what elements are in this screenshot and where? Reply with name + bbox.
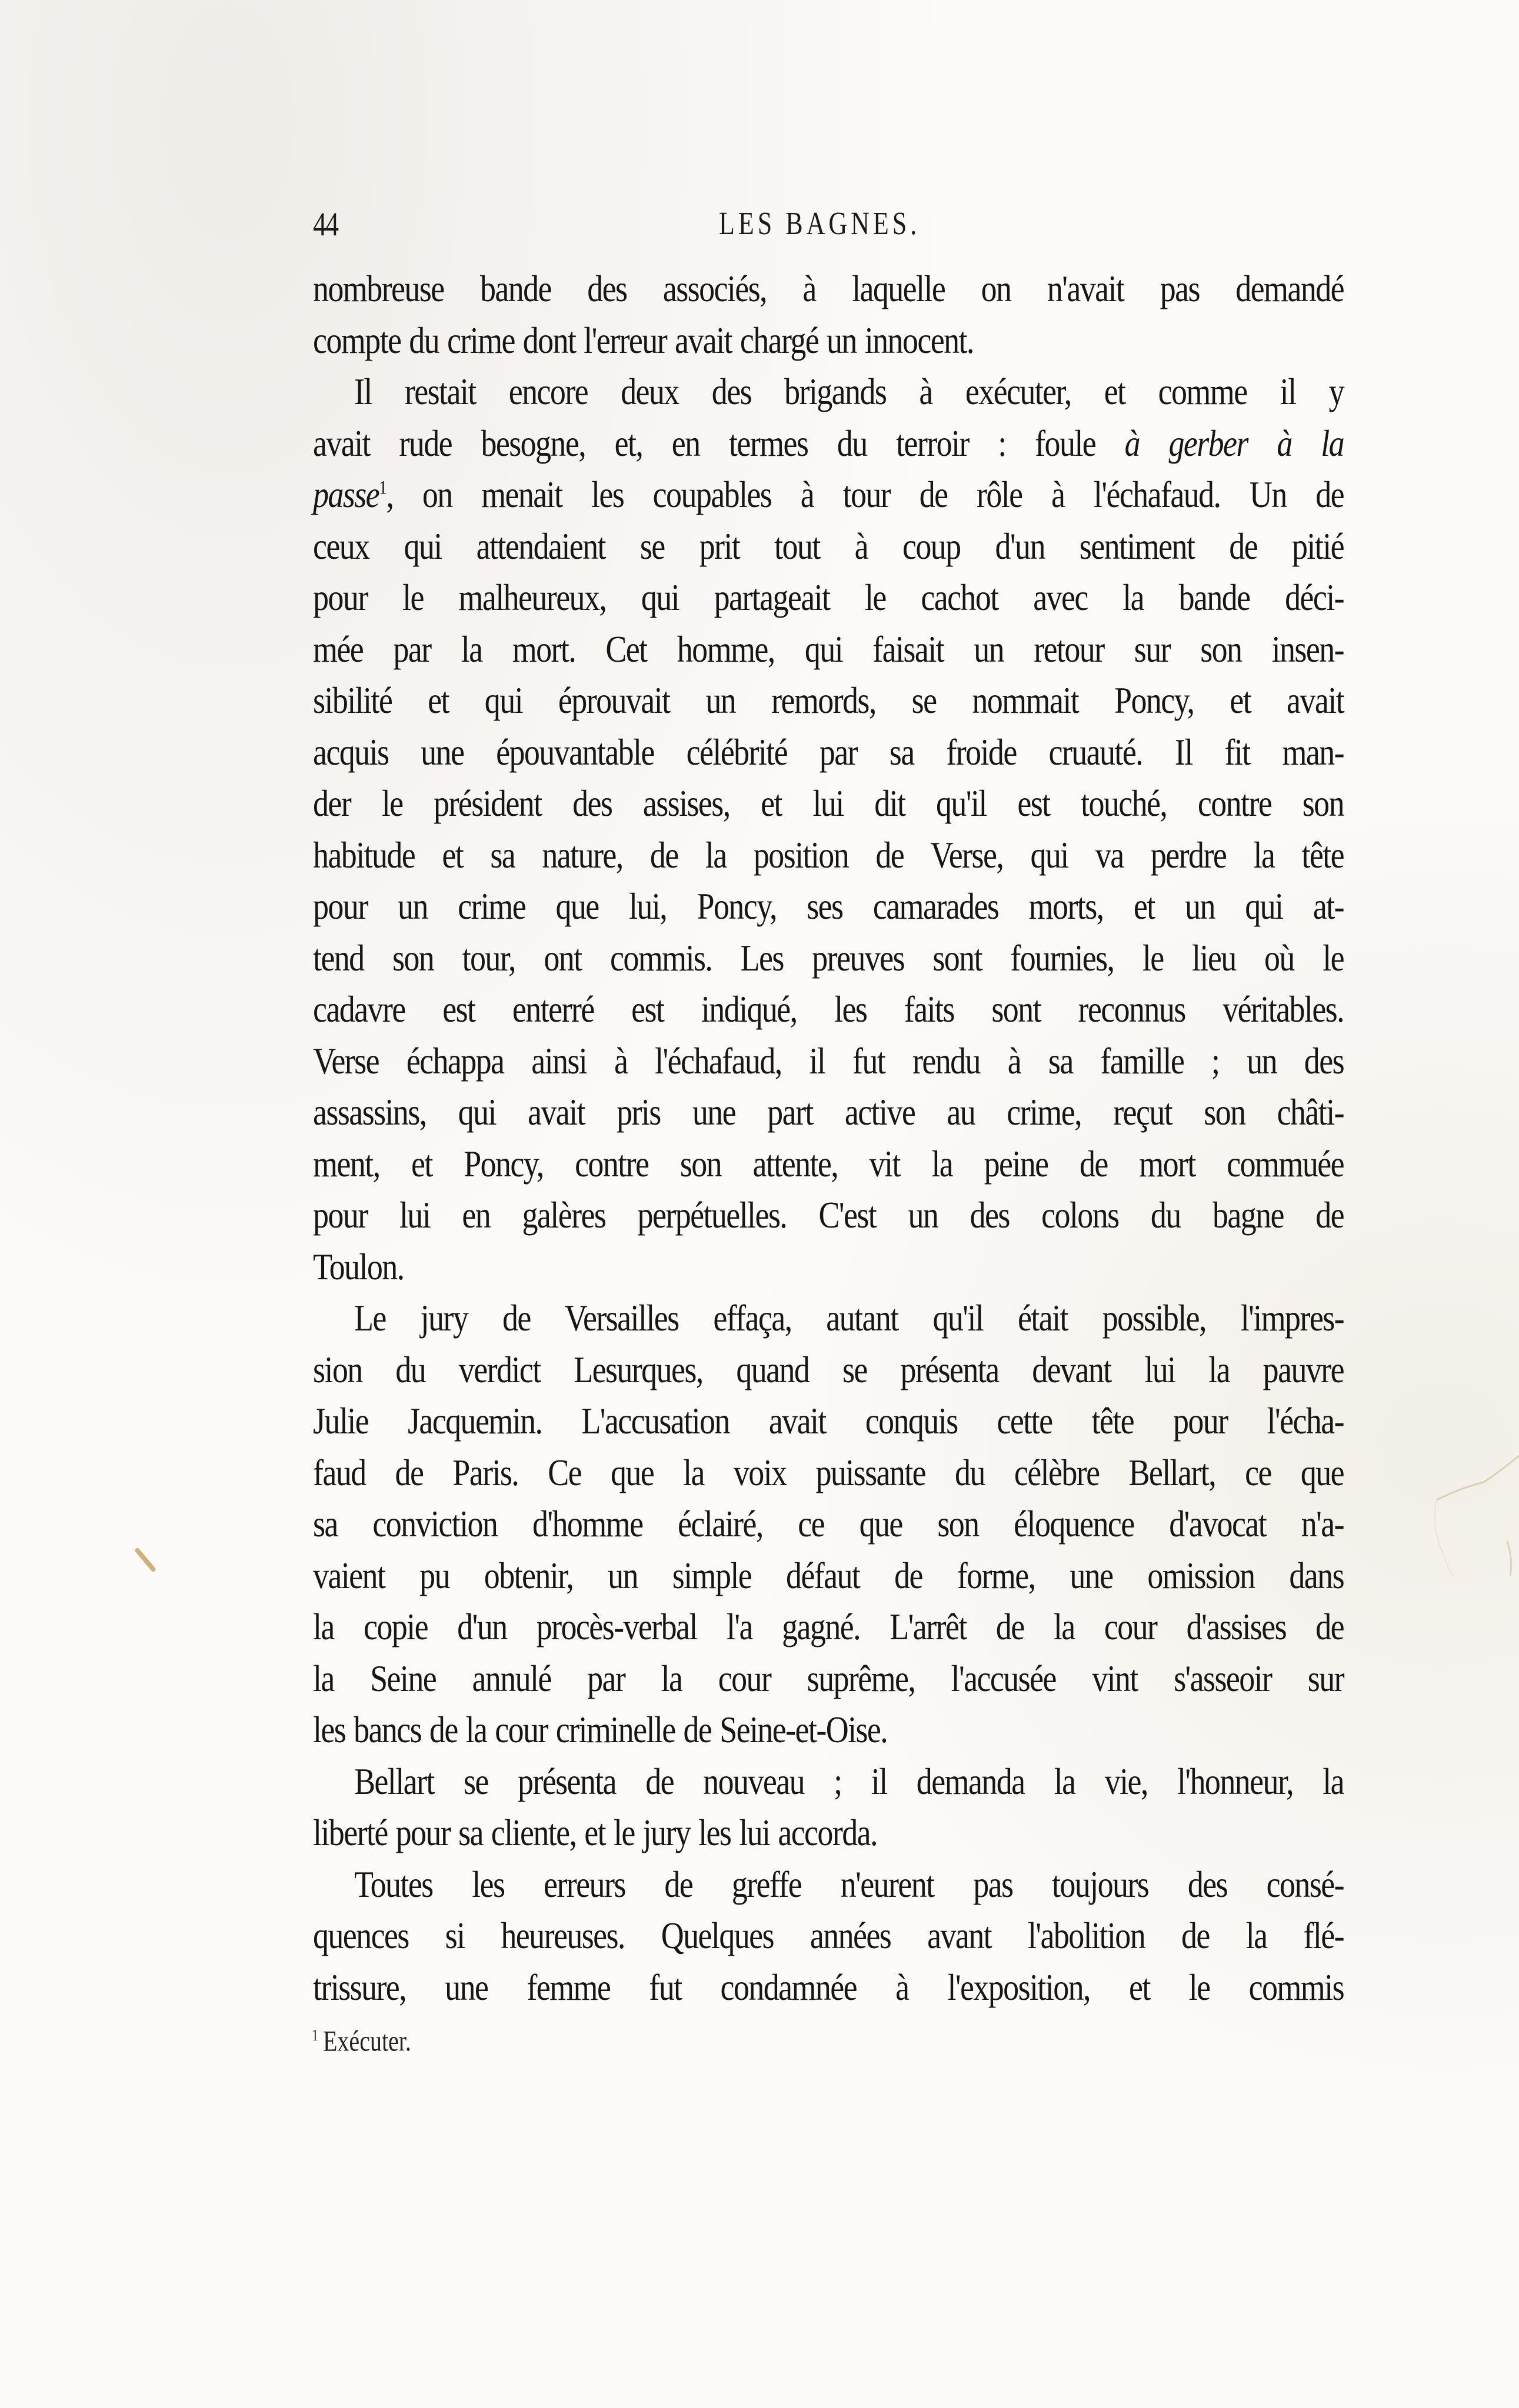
italic-phrase: passe xyxy=(313,473,379,516)
text-line: liberté pour sa cliente, et le jury les lui accorda. xyxy=(313,1812,877,1854)
text-line: Julie Jacquemin. L'accusation avait conquis cette tête pour l'écha- xyxy=(313,1400,1344,1442)
paper-crease-mark xyxy=(1390,1400,1519,1576)
paragraph-start-line: Le jury de Versailles effaça, autant qu'il était possible, l'impres- xyxy=(354,1297,1344,1339)
text-line: vaient pu obtenir, un simple défaut de forme, une omission dans xyxy=(313,1554,1344,1596)
page-number: 44 xyxy=(313,205,338,243)
text-line: pour lui en galères perpétuelles. C'est un des colons du bagne de xyxy=(313,1194,1344,1236)
text-line: sibilité et qui éprouvait un remords, se nommait Poncy, et avait xyxy=(313,679,1344,722)
text-segment: avait rude besogne, et, en termes du terroir : foule xyxy=(313,422,1125,464)
text-line: la Seine annulé par la cour suprême, l'accusée vint s'asseoir sur xyxy=(313,1657,1344,1699)
text-line: Toulon. xyxy=(313,1245,404,1288)
paragraph-start-line: Bellart se présenta de nouveau ; il demanda la vie, l'honneur, la xyxy=(354,1760,1344,1802)
paper-stain-mark xyxy=(134,1547,156,1572)
footnote xyxy=(312,2023,411,2058)
footnote-text: Exécuter. xyxy=(323,2024,411,2057)
text-line: habitude et sa nature, de la position de Verse, qui va perdre la tête xyxy=(313,833,1344,876)
text-line: cadavre est enterré est indiqué, les faits sont reconnus véritables. xyxy=(313,988,1344,1030)
paragraph-start-line: Toutes les erreurs de greffe n'eurent pas toujours des consé- xyxy=(354,1863,1344,1905)
footnote-marker: 1 xyxy=(312,2025,318,2044)
text-line: ment, et Poncy, contre son attente, vit la peine de mort commuée xyxy=(313,1142,1344,1185)
text-line: compte du crime dont l'erreur avait chargé un innocent. xyxy=(313,319,974,361)
text-line: sion du verdict Lesurques, quand se présenta devant lui la pauvre xyxy=(313,1348,1344,1390)
paragraph-start-line: Il restait encore deux des brigands à exécuter, et comme il y xyxy=(354,371,1344,413)
italic-phrase: à gerber à la xyxy=(1124,422,1344,464)
body-text xyxy=(313,259,1344,2009)
footnote-reference[interactable]: 1 xyxy=(379,477,387,499)
text-line: ceux qui attendaient se prit tout à coup d'un sentiment de pitié xyxy=(313,525,1344,567)
text-line: la copie d'un procès-verbal l'a gagné. L'arrêt de la cour d'assises de xyxy=(313,1606,1344,1648)
text-line: tend son tour, ont commis. Les preuves sont fournies, le lieu où le xyxy=(313,936,1344,979)
text-line: pour le malheureux, qui partageait le cachot avec la bande déci- xyxy=(313,576,1344,619)
text-line: assassins, qui avait pris une part active au crime, reçut son châti- xyxy=(313,1091,1344,1133)
text-line: sa conviction d'homme éclairé, ce que son éloquence d'avocat n'a- xyxy=(313,1503,1344,1545)
text-line: der le président des assises, et lui dit qu'il est touché, contre son xyxy=(313,782,1344,825)
text-line: trissure, une femme fut condamnée à l'exposition, et le commis xyxy=(313,1966,1344,2008)
running-title: LES BAGNES. xyxy=(719,205,921,242)
text-line: nombreuse bande des associés, à laquelle on n'avait pas demandé xyxy=(313,268,1344,310)
page-header xyxy=(313,205,1343,246)
text-line: Verse échappa ainsi à l'échafaud, il fut rendu à sa famille ; un des xyxy=(313,1039,1344,1082)
text-segment: , on menait les coupables à tour de rôle à l'échafaud. Un de xyxy=(386,473,1344,516)
text-line: pour un crime que lui, Poncy, ses camarades morts, et un qui at- xyxy=(313,885,1344,928)
text-line: mée par la mort. Cet homme, qui faisait un retour sur son insen- xyxy=(313,628,1344,670)
text-line: quences si heureuses. Quelques années avant l'abolition de la flé- xyxy=(313,1915,1344,1957)
text-line: faud de Paris. Ce que la voix puissante du célèbre Bellart, ce que xyxy=(313,1451,1344,1493)
text-line: acquis une épouvantable célébrité par sa froide cruauté. Il fit man- xyxy=(313,731,1344,773)
text-line: les bancs de la cour criminelle de Seine-et-Oise. xyxy=(313,1709,888,1751)
